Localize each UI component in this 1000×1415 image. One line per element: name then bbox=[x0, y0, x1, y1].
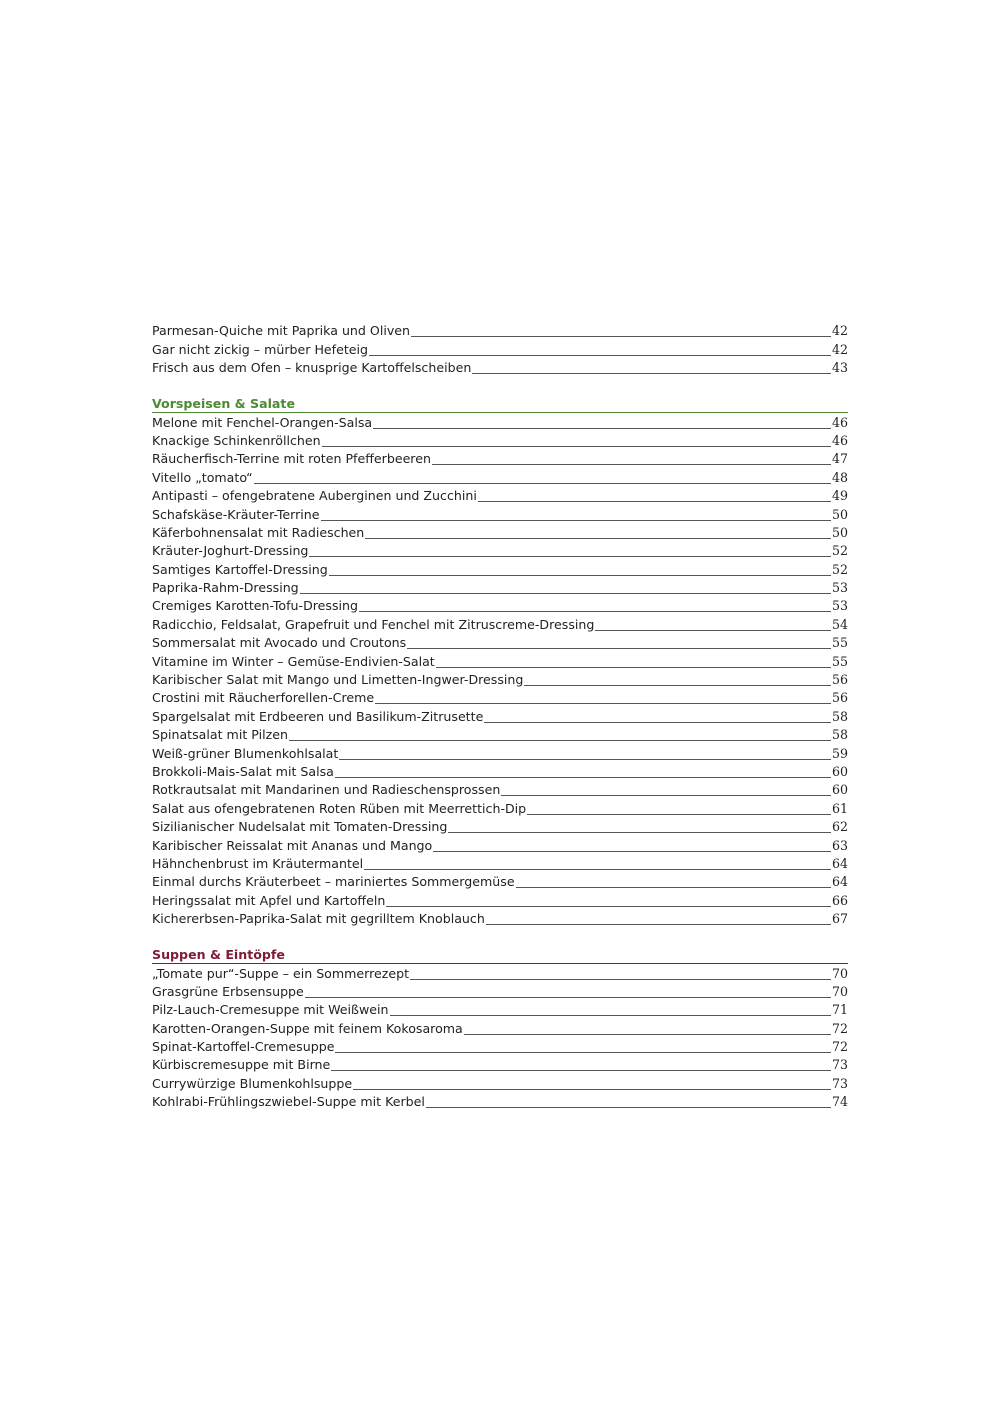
toc-entry-title: Crostini mit Räucherforellen-Creme bbox=[152, 690, 375, 706]
toc-leader-line bbox=[305, 997, 831, 998]
table-of-contents bbox=[152, 322, 848, 1111]
toc-entry-title: Karotten-Orangen-Suppe mit feinem Kokosaroma bbox=[152, 1020, 463, 1036]
toc-entry-title: Antipasti – ofengebratene Auberginen und Zucchini bbox=[152, 488, 477, 504]
toc-entry-title: Weiß-grüner Blumenkohlsalat bbox=[152, 745, 339, 761]
toc-leader-line bbox=[486, 924, 831, 925]
toc-entry bbox=[152, 873, 848, 891]
toc-page-number: 66 bbox=[831, 892, 848, 908]
toc-entry bbox=[152, 1038, 848, 1056]
toc-entry-title: Melone mit Fenchel-Orangen-Salsa bbox=[152, 414, 373, 430]
toc-page-number: 55 bbox=[831, 635, 848, 651]
toc-entry-title: Cremiges Karotten-Tofu-Dressing bbox=[152, 598, 359, 614]
toc-leader-line bbox=[364, 869, 831, 870]
toc-page-number: 50 bbox=[831, 524, 848, 540]
toc-entry bbox=[152, 322, 848, 340]
toc-entry bbox=[152, 1001, 848, 1019]
toc-leader-line bbox=[375, 703, 831, 704]
toc-leader-line bbox=[254, 483, 831, 484]
toc-leader-line bbox=[426, 1107, 831, 1108]
toc-page-number: 62 bbox=[831, 819, 848, 835]
toc-leader-line bbox=[369, 355, 831, 356]
toc-entry bbox=[152, 799, 848, 817]
toc-entry bbox=[152, 450, 848, 468]
toc-entry-title: Heringssalat mit Apfel und Kartoffeln bbox=[152, 892, 386, 908]
toc-leader-line bbox=[478, 501, 831, 502]
toc-entry bbox=[152, 359, 848, 377]
toc-leader-line bbox=[329, 575, 831, 576]
toc-leader-line bbox=[524, 685, 831, 686]
toc-page-number: 56 bbox=[831, 672, 848, 688]
toc-entry-title: Salat aus ofengebratenen Roten Rüben mit Meerrettich-Dip bbox=[152, 800, 527, 816]
toc-entry-title: Paprika-Rahm-Dressing bbox=[152, 580, 299, 596]
toc-page-number: 46 bbox=[831, 414, 848, 430]
toc-entry bbox=[152, 487, 848, 505]
toc-entry-title: Hähnchenbrust im Kräutermantel bbox=[152, 855, 364, 871]
toc-page-number: 70 bbox=[831, 965, 848, 981]
toc-leader-line bbox=[516, 887, 831, 888]
toc-entry bbox=[152, 891, 848, 909]
toc-leader-line bbox=[335, 777, 831, 778]
toc-leader-line bbox=[464, 1034, 831, 1035]
toc-entry bbox=[152, 597, 848, 615]
toc-page-number: 42 bbox=[831, 323, 848, 339]
toc-entry bbox=[152, 836, 848, 854]
toc-leader-line bbox=[322, 446, 831, 447]
toc-entry-title: Räucherfisch-Terrine mit roten Pfefferbeeren bbox=[152, 451, 431, 467]
toc-page-number: 72 bbox=[831, 1039, 848, 1055]
toc-entry-title: Vitello „tomato“ bbox=[152, 469, 253, 485]
toc-leader-line bbox=[331, 1070, 831, 1071]
toc-page-number: 47 bbox=[831, 451, 848, 467]
toc-page-number: 58 bbox=[831, 708, 848, 724]
toc-leader-line bbox=[484, 722, 831, 723]
toc-page-number: 52 bbox=[831, 543, 848, 559]
toc-leader-line bbox=[433, 851, 831, 852]
toc-entry-title: Radicchio, Feldsalat, Grapefruit und Fenchel mit Zitruscreme-Dressing bbox=[152, 616, 595, 632]
toc-leader-line bbox=[411, 336, 831, 337]
toc-entry-title: Sizilianischer Nudelsalat mit Tomaten-Dressing bbox=[152, 819, 448, 835]
toc-entry bbox=[152, 340, 848, 358]
toc-entry-title: Samtiges Kartoffel-Dressing bbox=[152, 561, 328, 577]
toc-page-number: 67 bbox=[831, 911, 848, 927]
toc-entry bbox=[152, 910, 848, 928]
section-heading-vorspeisen: Vorspeisen & Salate bbox=[152, 395, 848, 413]
toc-entry-title: Frisch aus dem Ofen – knusprige Kartoffelscheiben bbox=[152, 360, 472, 376]
toc-entry bbox=[152, 413, 848, 431]
toc-entry bbox=[152, 726, 848, 744]
toc-entry-title: Karibischer Salat mit Mango und Limetten-Ingwer-Dressing bbox=[152, 672, 524, 688]
toc-entry-title: Kräuter-Joghurt-Dressing bbox=[152, 543, 309, 559]
toc-page-number: 52 bbox=[831, 561, 848, 577]
toc-leader-line bbox=[436, 667, 831, 668]
toc-entry bbox=[152, 983, 848, 1001]
toc-entry bbox=[152, 432, 848, 450]
toc-page-number: 54 bbox=[831, 616, 848, 632]
toc-entry bbox=[152, 579, 848, 597]
toc-entry bbox=[152, 744, 848, 762]
toc-leader-line bbox=[407, 648, 831, 649]
toc-entry-title: Pilz-Lauch-Cremesuppe mit Weißwein bbox=[152, 1002, 389, 1018]
toc-page-number: 72 bbox=[831, 1020, 848, 1036]
toc-entry bbox=[152, 652, 848, 670]
toc-leader-line bbox=[365, 538, 831, 539]
toc-leader-line bbox=[335, 1052, 831, 1053]
toc-page-number: 73 bbox=[831, 1075, 848, 1091]
section-entries-suppen bbox=[152, 964, 848, 1111]
toc-entry bbox=[152, 855, 848, 873]
toc-entry bbox=[152, 615, 848, 633]
toc-page-number: 60 bbox=[831, 782, 848, 798]
toc-entry-title: Rotkrautsalat mit Mandarinen und Radieschensprossen bbox=[152, 782, 501, 798]
toc-entry bbox=[152, 707, 848, 725]
toc-page-number: 43 bbox=[831, 360, 848, 376]
toc-page-number: 46 bbox=[831, 432, 848, 448]
toc-entry bbox=[152, 1019, 848, 1037]
toc-page-number: 73 bbox=[831, 1057, 848, 1073]
toc-leader-line bbox=[353, 1089, 831, 1090]
toc-page-number: 74 bbox=[831, 1094, 848, 1110]
toc-entry bbox=[152, 763, 848, 781]
toc-entry bbox=[152, 505, 848, 523]
toc-page-number: 48 bbox=[831, 469, 848, 485]
toc-entry-title: Sommersalat mit Avocado und Croutons bbox=[152, 635, 407, 651]
toc-entry bbox=[152, 964, 848, 982]
toc-leader-line bbox=[339, 759, 831, 760]
toc-entry-title: „Tomate pur“-Suppe – ein Sommerrezept bbox=[152, 965, 410, 981]
toc-entry bbox=[152, 542, 848, 560]
toc-leader-line bbox=[373, 428, 831, 429]
toc-entry bbox=[152, 560, 848, 578]
section-entries-vorspeisen bbox=[152, 413, 848, 928]
toc-leader-line bbox=[300, 593, 831, 594]
toc-page-number: 64 bbox=[831, 855, 848, 871]
intro-entries bbox=[152, 322, 848, 377]
toc-page-number: 71 bbox=[831, 1002, 848, 1018]
toc-entry-title: Spinat-Kartoffel-Cremesuppe bbox=[152, 1039, 335, 1055]
toc-leader-line bbox=[359, 611, 831, 612]
toc-leader-line bbox=[289, 740, 831, 741]
toc-leader-line bbox=[472, 373, 831, 374]
toc-page-number: 61 bbox=[831, 800, 848, 816]
toc-entry bbox=[152, 468, 848, 486]
toc-leader-line bbox=[501, 795, 831, 796]
toc-entry-title: Spinatsalat mit Pilzen bbox=[152, 727, 288, 743]
toc-leader-line bbox=[390, 1015, 831, 1016]
toc-leader-line bbox=[432, 464, 831, 465]
toc-page-number: 53 bbox=[831, 580, 848, 596]
toc-entry-title: Karibischer Reissalat mit Ananas und Mango bbox=[152, 837, 433, 853]
toc-page-number: 58 bbox=[831, 727, 848, 743]
toc-page-number: 64 bbox=[831, 874, 848, 890]
toc-entry bbox=[152, 1074, 848, 1092]
toc-entry bbox=[152, 634, 848, 652]
toc-entry bbox=[152, 818, 848, 836]
toc-leader-line bbox=[309, 556, 831, 557]
toc-leader-line bbox=[448, 832, 831, 833]
toc-page-number: 53 bbox=[831, 598, 848, 614]
toc-leader-line bbox=[386, 906, 831, 907]
toc-entry-title: Schafskäse-Kräuter-Terrine bbox=[152, 506, 320, 522]
toc-entry bbox=[152, 781, 848, 799]
toc-entry-title: Grasgrüne Erbsensuppe bbox=[152, 983, 304, 999]
toc-entry-title: Spargelsalat mit Erdbeeren und Basilikum-Zitrusette bbox=[152, 708, 484, 724]
section-heading-suppen: Suppen & Eintöpfe bbox=[152, 946, 848, 964]
toc-entry-title: Parmesan-Quiche mit Paprika und Oliven bbox=[152, 323, 411, 339]
toc-leader-line bbox=[595, 630, 831, 631]
toc-page-number: 70 bbox=[831, 983, 848, 999]
toc-entry bbox=[152, 1056, 848, 1074]
toc-entry-title: Kichererbsen-Paprika-Salat mit gegrilltem Knoblauch bbox=[152, 911, 485, 927]
toc-entry bbox=[152, 524, 848, 542]
toc-entry-title: Kürbiscremesuppe mit Birne bbox=[152, 1057, 331, 1073]
toc-entry-title: Einmal durchs Kräuterbeet – mariniertes Sommergemüse bbox=[152, 874, 515, 890]
toc-entry-title: Käferbohnensalat mit Radieschen bbox=[152, 524, 365, 540]
toc-entry bbox=[152, 671, 848, 689]
toc-entry-title: Vitamine im Winter – Gemüse-Endivien-Salat bbox=[152, 653, 435, 669]
toc-page-number: 49 bbox=[831, 488, 848, 504]
toc-entry-title: Knackige Schinkenröllchen bbox=[152, 432, 321, 448]
toc-entry-title: Kohlrabi-Frühlingszwiebel-Suppe mit Kerbel bbox=[152, 1094, 425, 1110]
toc-page-number: 42 bbox=[831, 341, 848, 357]
toc-page-number: 59 bbox=[831, 745, 848, 761]
toc-leader-line bbox=[321, 520, 831, 521]
toc-entry-title: Gar nicht zickig – mürber Hefeteig bbox=[152, 341, 369, 357]
toc-page-number: 63 bbox=[831, 837, 848, 853]
toc-entry-title: Currywürzige Blumenkohlsuppe bbox=[152, 1075, 353, 1091]
toc-page-number: 55 bbox=[831, 653, 848, 669]
toc-entry-title: Brokkoli-Mais-Salat mit Salsa bbox=[152, 763, 334, 779]
toc-page-number: 60 bbox=[831, 763, 848, 779]
toc-page-number: 50 bbox=[831, 506, 848, 522]
toc-leader-line bbox=[410, 979, 831, 980]
toc-entry bbox=[152, 1093, 848, 1111]
toc-leader-line bbox=[527, 814, 831, 815]
toc-page-number: 56 bbox=[831, 690, 848, 706]
toc-entry bbox=[152, 689, 848, 707]
